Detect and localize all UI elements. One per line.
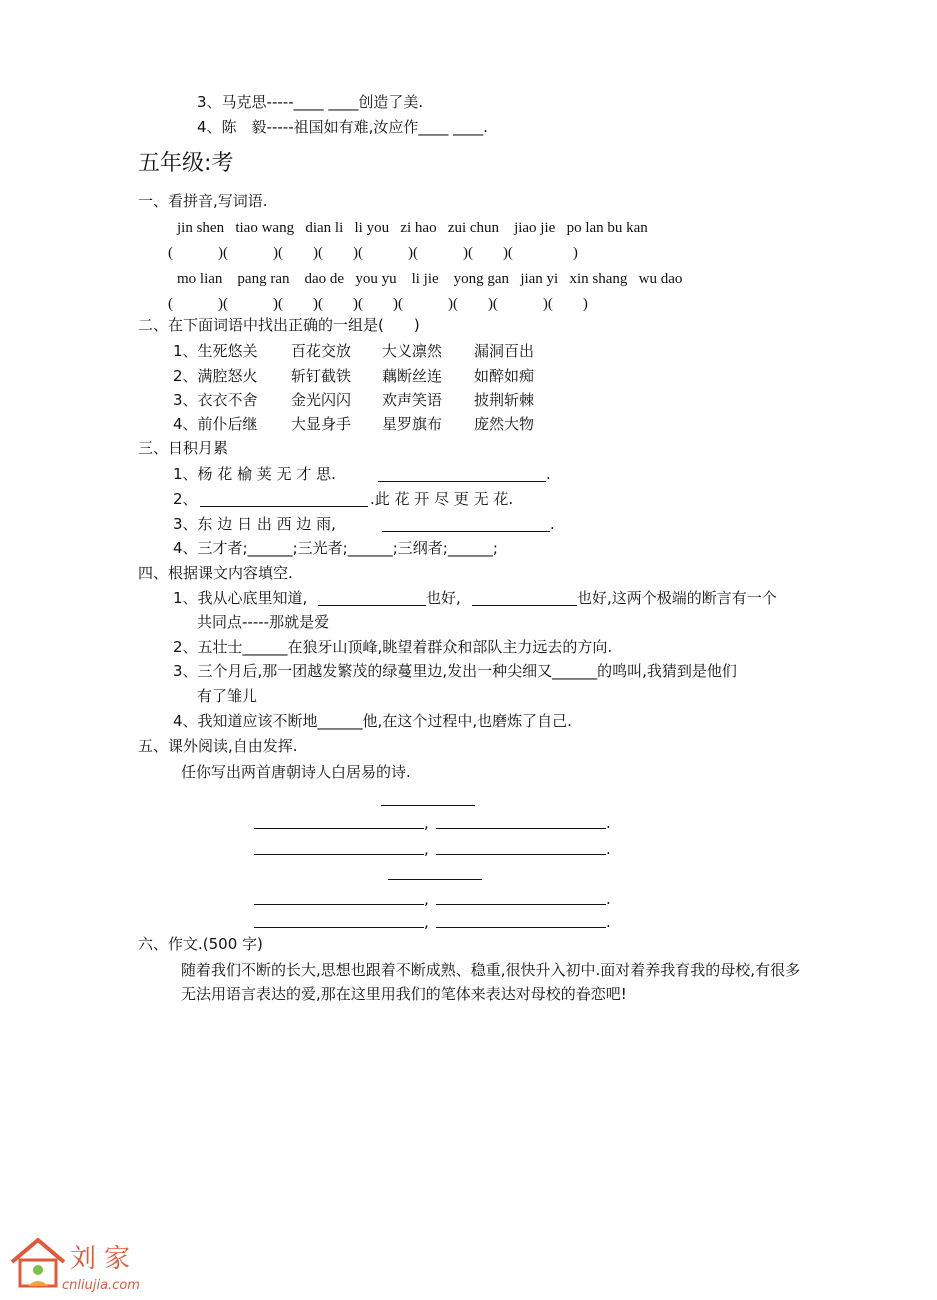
fill-line-1-start: 1、我从心底里知道, xyxy=(173,589,308,607)
pinyin-item: wu dao xyxy=(638,271,683,287)
word: 如醉如痴 xyxy=(474,367,535,385)
choice-row-2[interactable] xyxy=(173,366,258,386)
word: 披荆斩棘 xyxy=(474,391,535,409)
answer-blank[interactable] xyxy=(378,481,546,482)
answer-parens-row-2[interactable]: ( )( )( )( )( )( )( )( )( ) xyxy=(168,296,588,312)
word: 金光闪闪 xyxy=(291,391,352,409)
question-4-line: 4、陈 毅-----祖国如有难,汝应作____ ____. xyxy=(197,118,488,136)
choice-row-3[interactable] xyxy=(173,390,258,410)
pinyin-item: yong gan xyxy=(453,271,510,287)
section-4-heading: 四、根据课文内容填空. xyxy=(138,564,293,582)
period: . xyxy=(606,913,611,931)
pinyin-item: jian yi xyxy=(520,271,559,287)
word: 大义凛然 xyxy=(382,342,443,360)
pinyin-item: xin shang xyxy=(569,271,628,287)
pinyin-item: zi hao xyxy=(400,220,437,236)
pinyin-item: tiao wang xyxy=(235,220,295,236)
period: . xyxy=(546,465,551,483)
pinyin-item: pang ran xyxy=(237,271,290,287)
poem-line-blank[interactable] xyxy=(436,904,606,905)
pinyin-item: zui chun xyxy=(447,220,500,236)
watermark-name: 刘家 xyxy=(70,1244,139,1274)
pinyin-item: po lan bu kan xyxy=(566,220,648,236)
pinyin-item: jin shen xyxy=(177,220,225,236)
poem-line-blank[interactable] xyxy=(436,854,606,855)
comma: , xyxy=(424,890,429,908)
poem-line-blank[interactable] xyxy=(254,904,424,905)
pinyin-item: dao de xyxy=(304,271,345,287)
watermark-url: cnliujia.com xyxy=(62,1278,140,1293)
fill-line-1-mid: 也好, xyxy=(426,589,461,607)
word: 漏洞百出 xyxy=(474,342,535,360)
pinyin-item: li jie xyxy=(411,271,439,287)
word: 星罗旗布 xyxy=(382,415,443,433)
comma: , xyxy=(424,840,429,858)
section-2-heading: 二、在下面词语中找出正确的一组是( ) xyxy=(138,316,420,334)
section-5-heading: 五、课外阅读,自由发挥. xyxy=(138,737,298,755)
pinyin-row-1 xyxy=(177,218,648,238)
pinyin-item: jiao jie xyxy=(514,220,556,236)
poem-line-blank[interactable] xyxy=(254,927,424,928)
word: 斩钉截铁 xyxy=(291,367,352,385)
poem-title-blank[interactable] xyxy=(388,879,482,880)
answer-blank[interactable] xyxy=(318,605,426,606)
poem-line-blank[interactable] xyxy=(254,854,424,855)
word: 百花交放 xyxy=(291,342,352,360)
period: . xyxy=(606,814,611,832)
section-3-heading: 三、日积月累 xyxy=(138,439,229,457)
fill-line-1-cont: 共同点-----那就是爱 xyxy=(197,613,330,631)
word: 欢声笑语 xyxy=(382,391,443,409)
answer-blank[interactable] xyxy=(200,506,368,507)
pinyin-row-2 xyxy=(177,269,682,289)
question-3-line: 3、马克思-----____ ____创造了美. xyxy=(197,93,424,111)
fill-line-3-cont: 有了雏儿 xyxy=(197,687,258,705)
pinyin-item: dian li xyxy=(305,220,344,236)
poem-line-blank[interactable] xyxy=(436,828,606,829)
poem-line-2-prefix: 2、 xyxy=(173,490,198,508)
word: 大显身手 xyxy=(291,415,352,433)
word: 1、生死悠关 xyxy=(173,342,258,360)
fill-line-3: 3、三个月后,那一团越发繁茂的绿蔓里边,发出一种尖细又______的鸣叫,我猜到是他们 xyxy=(173,662,737,680)
word: 3、衣衣不舍 xyxy=(173,391,258,409)
fill-line-2: 2、五壮士______在狼牙山顶峰,眺望着群众和部队主力远去的方向. xyxy=(173,638,613,656)
poem-line-2: .此 花 开 尽 更 无 花. xyxy=(370,490,514,508)
section-6-heading: 六、作文.(500 字) xyxy=(138,935,263,953)
reading-prompt: 任你写出两首唐朝诗人白居易的诗. xyxy=(181,763,411,781)
answer-parens-row-1[interactable]: ( )( )( )( )( )( )( )( ) xyxy=(168,245,578,261)
three-character-line: 4、三才者;______;三光者;______;三纲者;______; xyxy=(173,539,498,557)
choice-row-4[interactable] xyxy=(173,414,258,434)
poem-line-blank[interactable] xyxy=(436,927,606,928)
section-1-heading: 一、看拼音,写词语. xyxy=(138,192,268,210)
poem-line-blank[interactable] xyxy=(254,828,424,829)
period: . xyxy=(606,840,611,858)
essay-prompt: 随着我们不断的长大,思想也跟着不断成熟、稳重,很快升入初中.面对着养我育我的母校,有很多无法用语言表达的爱,那在这里用我们的笔体来表达对母校的眷恋吧! xyxy=(181,961,801,1003)
pinyin-item: you yu xyxy=(355,271,397,287)
poem-title-blank[interactable] xyxy=(381,805,475,806)
period: . xyxy=(550,515,555,533)
pinyin-item: li you xyxy=(354,220,390,236)
period: . xyxy=(606,890,611,908)
comma: , xyxy=(424,814,429,832)
comma: , xyxy=(424,913,429,931)
word: 4、前仆后继 xyxy=(173,415,258,433)
fill-line-4: 4、我知道应该不断地______他,在这个过程中,也磨炼了自己. xyxy=(173,712,572,730)
answer-blank[interactable] xyxy=(472,605,577,606)
fill-line-1-end: 也好,这两个极端的断言有一个 xyxy=(577,589,777,607)
page-title: 五年级:考 xyxy=(138,151,234,176)
answer-blank[interactable] xyxy=(382,531,550,532)
word: 庞然大物 xyxy=(474,415,535,433)
poem-line-3: 3、东 边 日 出 西 边 雨, xyxy=(173,515,336,533)
word: 2、满腔怒火 xyxy=(173,367,258,385)
poem-line-1: 1、杨 花 榆 荚 无 才 思. xyxy=(173,465,336,483)
pinyin-item: mo lian xyxy=(177,271,223,287)
word: 藕断丝连 xyxy=(382,367,443,385)
choice-row-1[interactable] xyxy=(173,341,258,361)
